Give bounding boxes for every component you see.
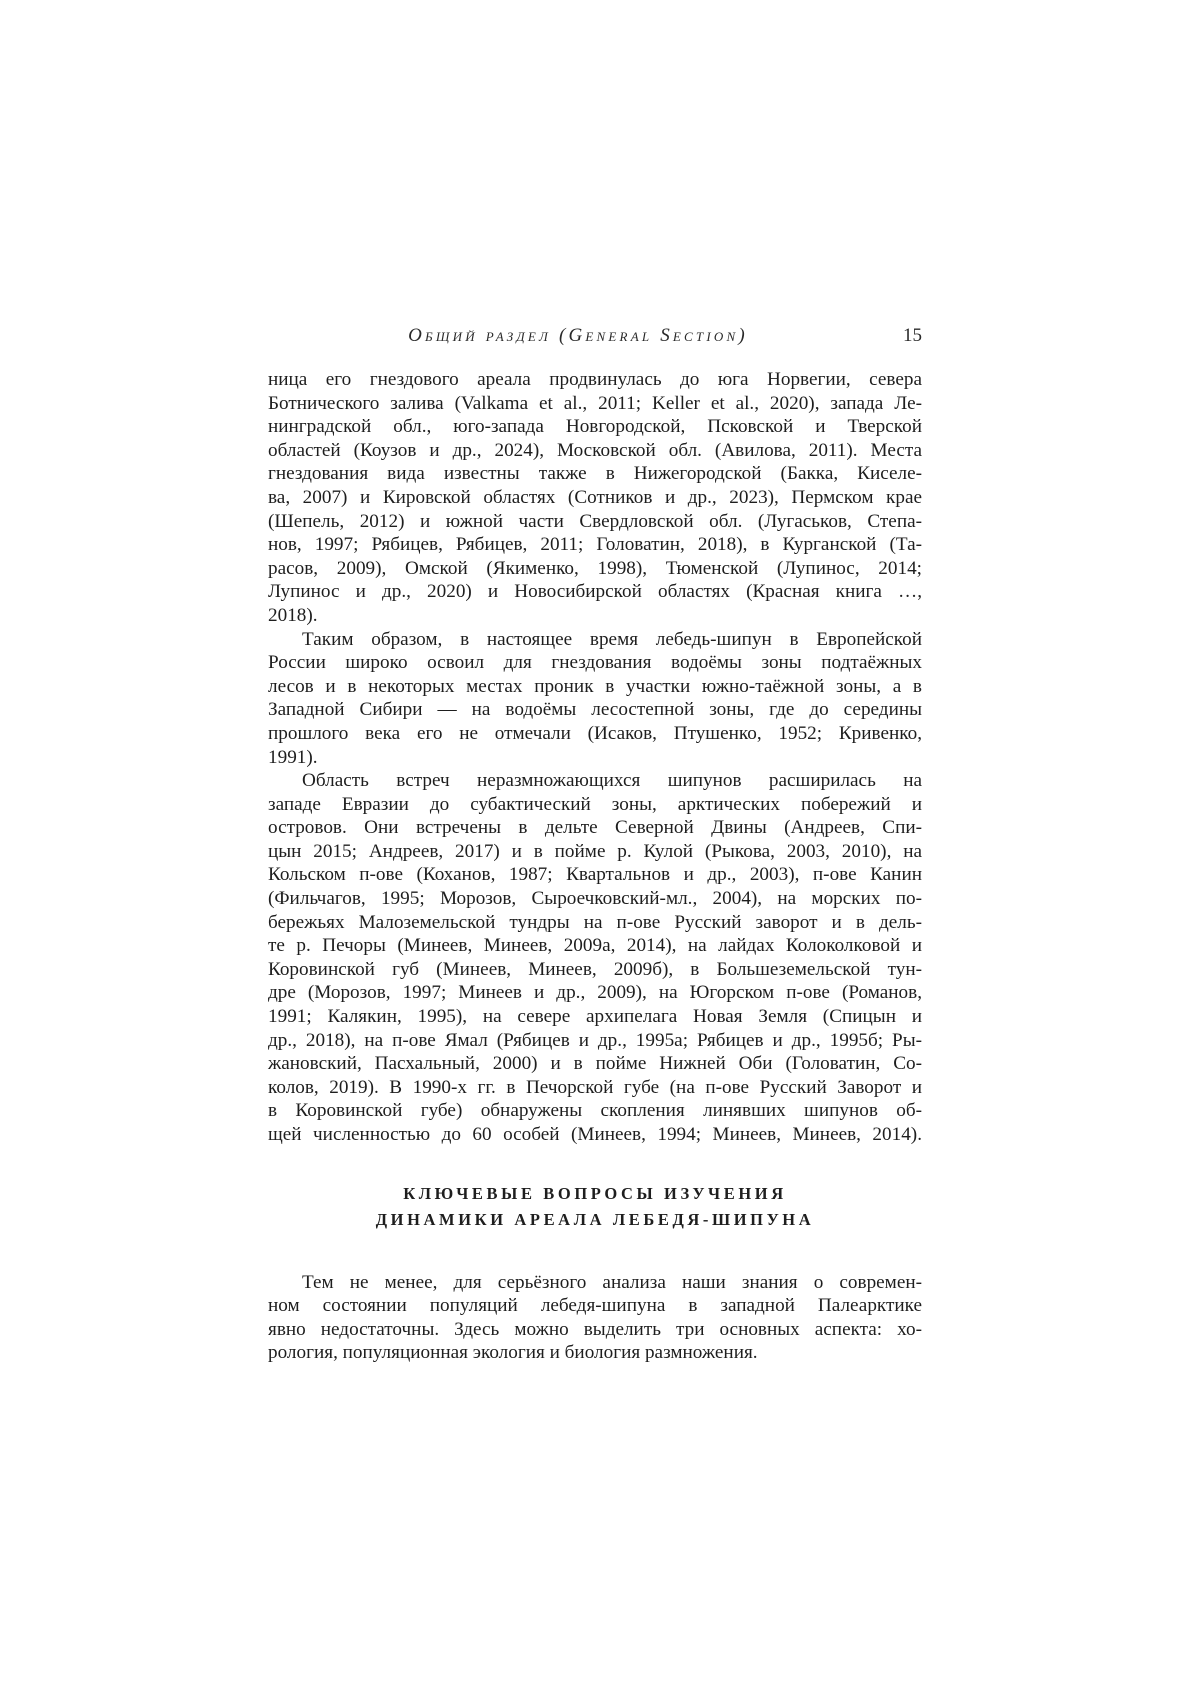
text-line: Кольском п-ове (Коханов, 1987; Квартальнов и др., 2003), п-ове Канин: [268, 864, 922, 886]
text-line: Западной Сибири — на водоёмы лесостепной зоны, где до середины: [268, 699, 922, 721]
text-line: нов, 1997; Рябицев, Рябицев, 2011; Головатин, 2018), в Курганской (Та-: [268, 534, 922, 556]
section-heading-line-1: КЛЮЧЕВЫЕ ВОПРОСЫ ИЗУЧЕНИЯ: [403, 1183, 787, 1203]
text-line: жановский, Пасхальный, 2000) и в пойме Нижней Оби (Головатин, Со-: [268, 1053, 922, 1075]
text-line: ница его гнездового ареала продвинулась до юга Норвегии, севера: [268, 369, 922, 390]
text-line: те р. Печоры (Минеев, Минеев, 2009а, 2014), на лайдах Колоколковой и: [268, 935, 922, 957]
text-line: др., 2018), на п-ове Ямал (Рябицев и др., 1995а; Рябицев и др., 1995б; Ры-: [268, 1029, 922, 1051]
running-title: Общий раздел (General Section): [408, 325, 748, 346]
running-head: [268, 325, 922, 355]
text-line: явно недостаточны. Здесь можно выделить три основных аспекта: хо-: [268, 1318, 922, 1340]
text-line: колов, 2019). В 1990-х гг. в Печорской губе (на п-ове Русский Заворот и: [268, 1076, 922, 1098]
text-line: расов, 2009), Омской (Якименко, 1998), Тюменской (Лупинос, 2014;: [268, 557, 922, 579]
text-line: 1991).: [268, 746, 318, 768]
text-line: западе Евразии до субактический зоны, арктических побережий и: [268, 793, 922, 815]
text-line: островов. Они встречены в дельте Северной Двины (Андреев, Спи-: [268, 817, 922, 839]
paragraph-4: [268, 1271, 922, 1365]
text-line: (Фильчагов, 1995; Морозов, Сыроечковский-мл., 2004), на морских по-: [268, 888, 922, 910]
text-line: 1991; Калякин, 1995), на севере архипелага Новая Земля (Спицын и: [268, 1006, 922, 1028]
text-line: Таким образом, в настоящее время лебедь-шипун в Европейской: [302, 628, 922, 650]
text-line: 2018).: [268, 604, 318, 626]
text-line: щей численностью до 60 особей (Минеев, 1994; Минеев, Минеев, 2014).: [268, 1124, 922, 1145]
paragraph-2: [268, 628, 922, 770]
page-number: 15: [903, 325, 922, 346]
text-line: дре (Морозов, 1997; Минеев и др., 2009), на Югорском п-ове (Романов,: [268, 982, 922, 1004]
section-heading: [268, 1181, 922, 1233]
main-text: [268, 368, 922, 1365]
text-line: Ботнического залива (Valkama et al., 2011; Keller et al., 2020), запада Ле-: [268, 392, 922, 414]
text-line: бережьях Малоземельской тундры на п-ове Русский заворот и в дель-: [268, 911, 922, 933]
paragraph-1: [268, 368, 922, 628]
text-line: областей (Коузов и др., 2024), Московской обл. (Авилова, 2011). Места: [268, 439, 922, 461]
spacer: [268, 1233, 922, 1271]
text-line: нинградской обл., юго-запада Новгородской, Псковской и Тверской: [268, 416, 922, 438]
text-line: в Коровинской губе) обнаружены скопления линявших шипунов об-: [268, 1100, 922, 1122]
text-line: ва, 2007) и Кировской областях (Сотников и др., 2023), Пермском крае: [268, 486, 922, 508]
text-line: лесов и в некоторых местах проник в участки южно-таёжной зоны, а в: [268, 675, 922, 697]
text-line: цын 2015; Андреев, 2017) и в пойме р. Кулой (Рыкова, 2003, 2010), на: [268, 840, 922, 862]
text-line: прошлого века его не отмечали (Исаков, Птушенко, 1952; Кривенко,: [268, 722, 922, 744]
text-line: (Шепель, 2012) и южной части Свердловской обл. (Лугаськов, Степа-: [268, 510, 922, 532]
text-line: Лупинос и др., 2020) и Новосибирской областях (Красная книга …,: [268, 581, 922, 603]
text-line: Тем не менее, для серьёзного анализа наши знания о современ-: [302, 1271, 922, 1293]
text-line: Область встреч неразмножающихся шипунов расширилась на: [302, 770, 922, 792]
spacer: [268, 1147, 922, 1181]
text-line: ном состоянии популяций лебедя-шипуна в западной Палеарктике: [268, 1295, 922, 1317]
section-heading-line-2: ДИНАМИКИ АРЕАЛА ЛЕБЕДЯ-ШИПУНА: [375, 1209, 815, 1229]
text-line: рология, популяционная экология и биология размножения.: [268, 1342, 758, 1364]
text-line: гнездования вида известны также в Нижегородской (Бакка, Киселе-: [268, 463, 922, 485]
text-line: России широко освоил для гнездования водоёмы зоны подтаёжных: [268, 652, 922, 674]
paragraph-3: [268, 769, 922, 1147]
text-line: Коровинской губ (Минеев, Минеев, 2009б), в Большеземельской тун-: [268, 958, 922, 980]
